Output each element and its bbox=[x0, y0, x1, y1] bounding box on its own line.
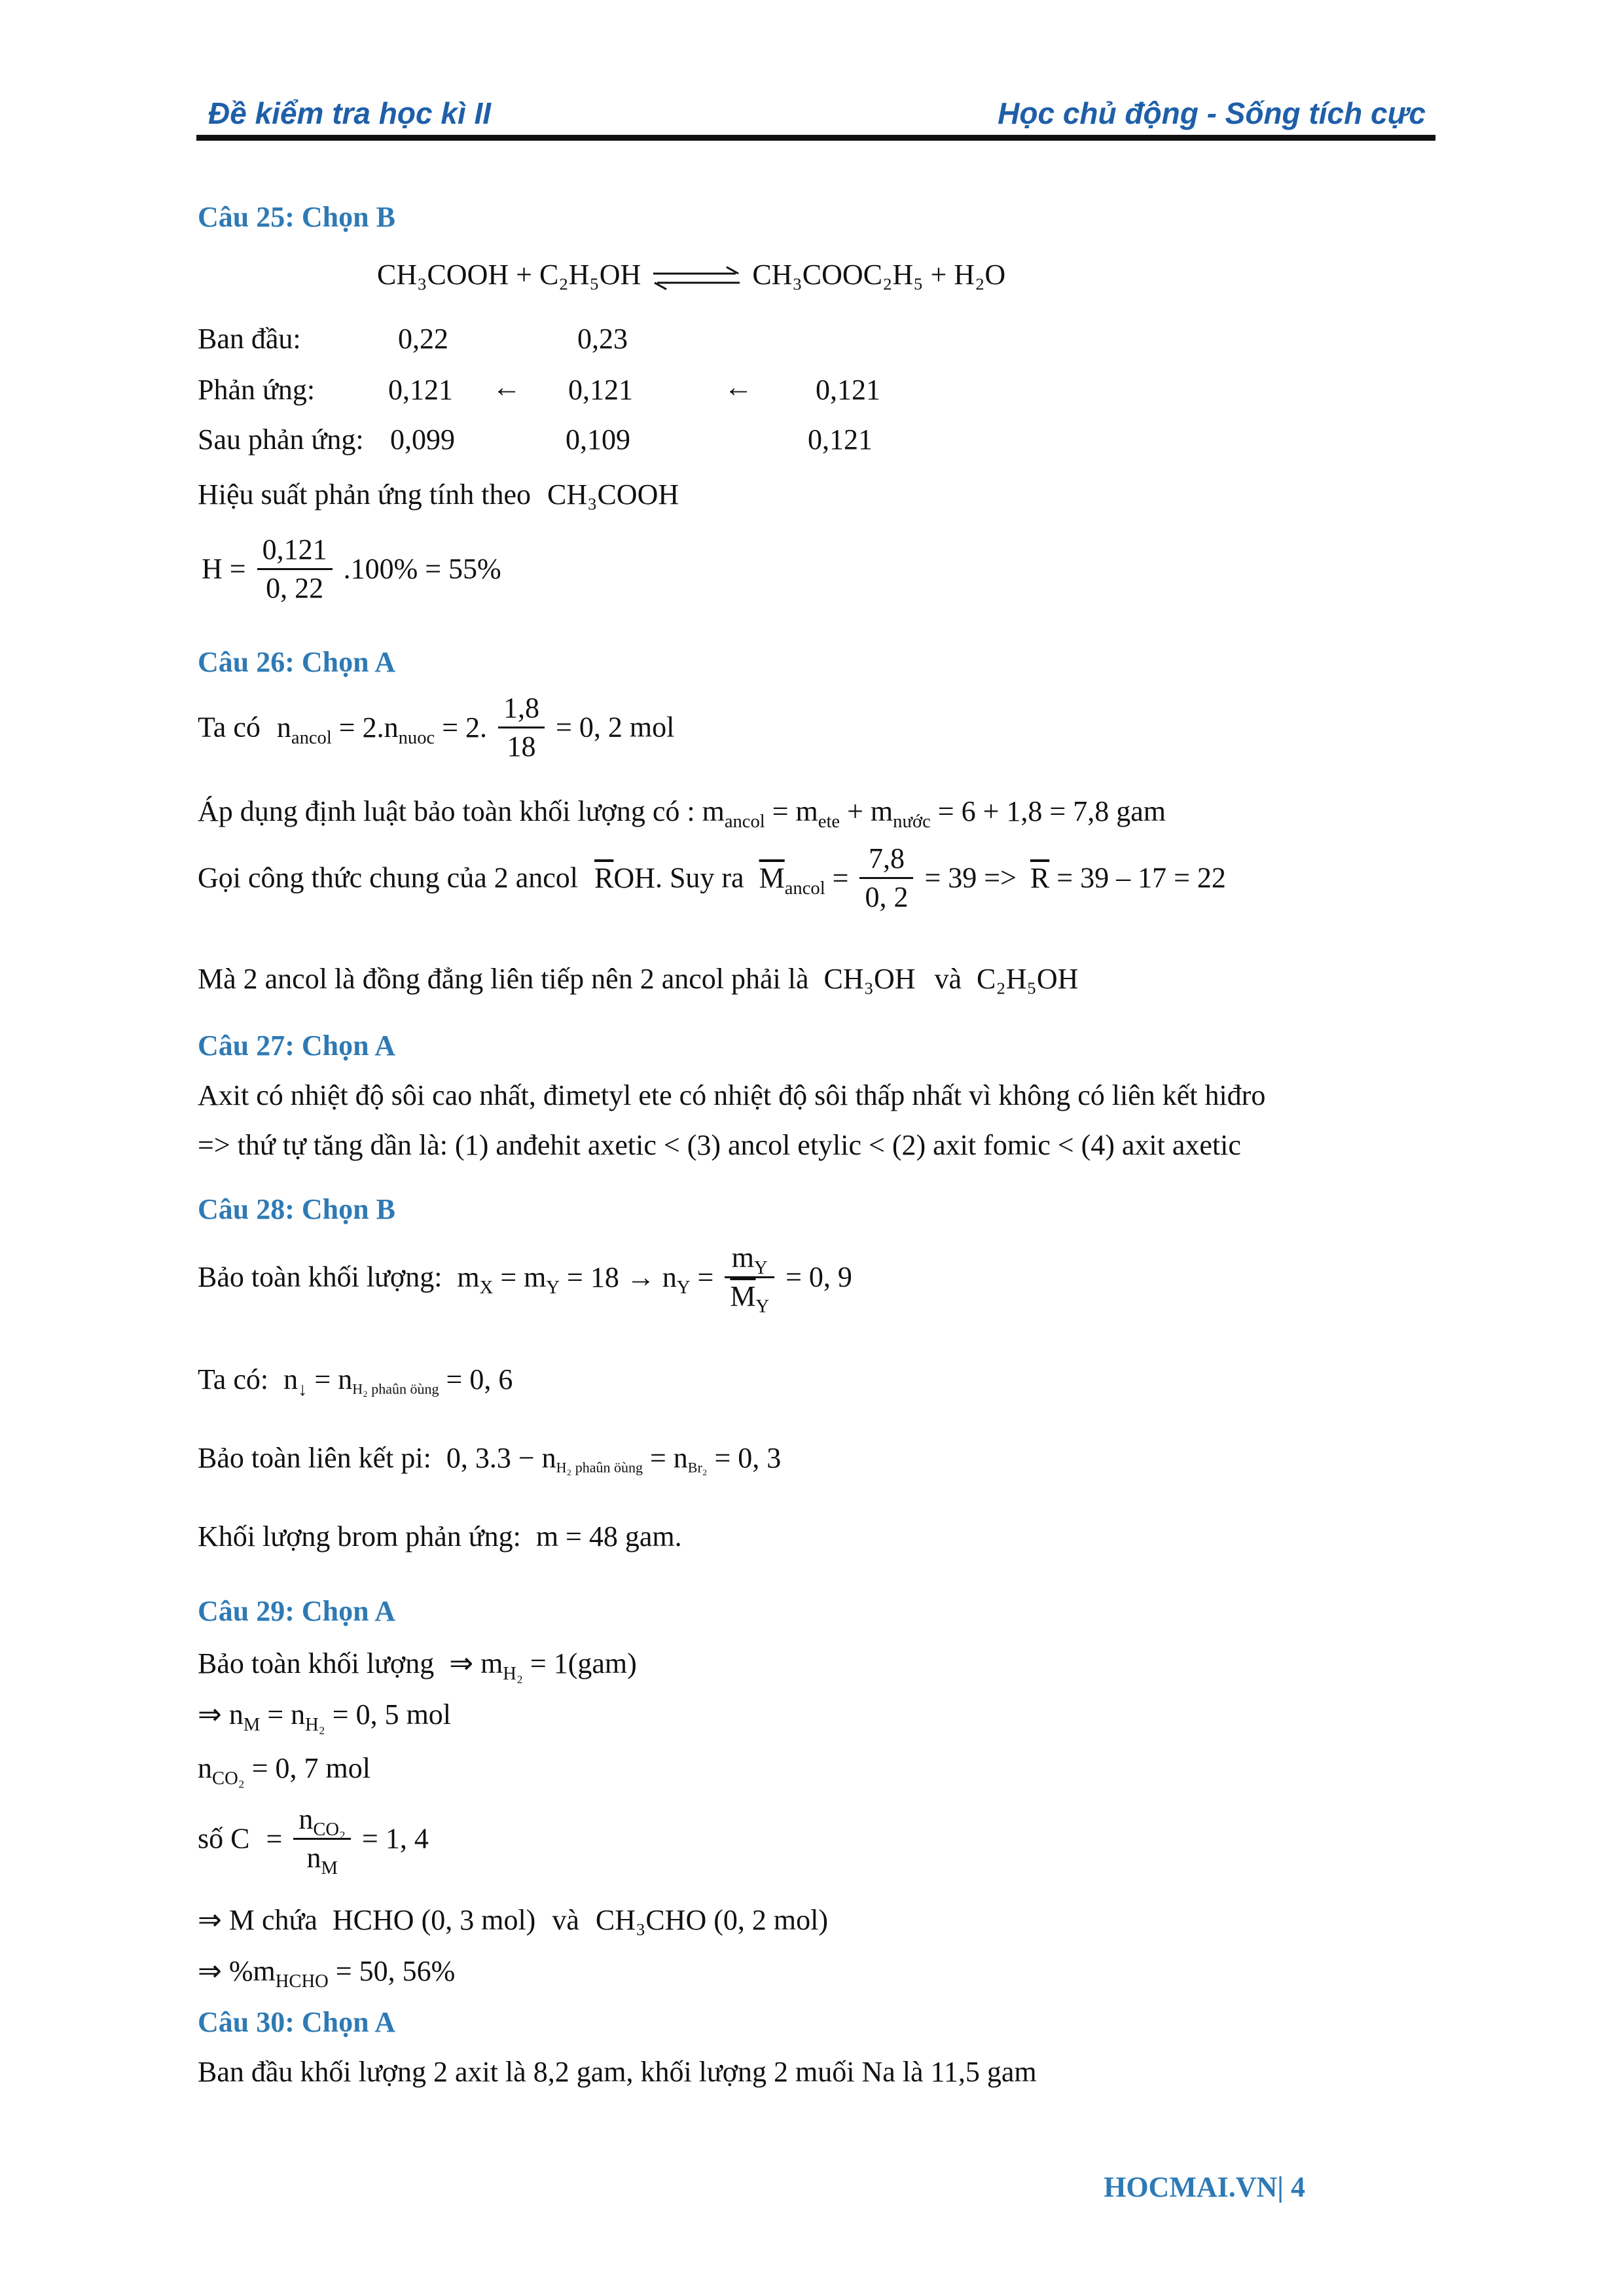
q25-yield-chem: CH₃COOH bbox=[547, 478, 679, 511]
q26-l3-num: 7,8 bbox=[859, 844, 913, 879]
q29-l5-d: CH₃CHO (0, 2 mol) bbox=[595, 1904, 828, 1936]
q28-l1-d: = 18 → n bbox=[560, 1261, 677, 1293]
q25-h-fraction bbox=[257, 535, 333, 603]
q25-row2-a: 0,121 bbox=[388, 374, 453, 406]
q25-equation bbox=[377, 260, 1005, 292]
q26-l1-c-sub: nuoc bbox=[398, 727, 435, 748]
q29-l4-dens: M bbox=[321, 1858, 338, 1878]
q25-row2-arrow2: ← bbox=[724, 371, 753, 403]
q29-l5-c: và bbox=[552, 1904, 579, 1936]
q26-l4-c: và bbox=[934, 963, 962, 995]
q25-h-num: 0,121 bbox=[257, 535, 333, 570]
q30-line1: Ban đầu khối lượng 2 axit là 8,2 gam, khối lượng 2 muối Na là 11,5 gam bbox=[198, 2056, 1037, 2088]
q28-l1-nums: Y bbox=[754, 1258, 768, 1278]
q25-h-formula bbox=[202, 535, 501, 603]
q29-l3-as: CO₂ bbox=[212, 1768, 245, 1789]
q27-line2: => thứ tự tăng dần là: (1) anđehit axetic < (3) ancol etylic < (2) axit fomic < (4) axit axetic bbox=[198, 1129, 1241, 1161]
q26-line4 bbox=[198, 965, 1078, 994]
q27-line1: Axit có nhiệt độ sôi cao nhất, đimetyl ete có nhiệt độ sôi thấp nhất vì không có liên kết hiđro bbox=[198, 1079, 1266, 1111]
q29-line2 bbox=[198, 1698, 452, 1735]
q25-row1-b: 0,23 bbox=[577, 323, 628, 355]
header-rule bbox=[196, 135, 1435, 141]
q26-l1-c: = 2.n bbox=[331, 711, 399, 744]
q26-l1-a: Ta có bbox=[198, 711, 261, 744]
q28-title: Câu 28: Chọn B bbox=[198, 1193, 395, 1225]
q28-line3 bbox=[198, 1442, 782, 1476]
q28-l1-e: = bbox=[690, 1261, 714, 1293]
q25-row3-label: Sau phản ứng: bbox=[198, 423, 364, 456]
q28-l1-num: m bbox=[731, 1242, 754, 1274]
q29-l4-b: = bbox=[266, 1822, 283, 1855]
q26-l2-s3: nước bbox=[893, 812, 931, 832]
q26-l1-d: = 2. bbox=[435, 711, 488, 744]
q26-l3-fraction bbox=[859, 844, 913, 912]
q26-l3-d: . Suy ra bbox=[655, 861, 744, 894]
q29-l6-b: = 50, 56% bbox=[328, 1955, 456, 1987]
q26-l3-f: = 39 – 17 = 22 bbox=[1056, 861, 1226, 894]
q28-line2 bbox=[198, 1363, 513, 1400]
q25-eq-left: CH₃COOH + C₂H₅OH bbox=[377, 259, 641, 291]
q26-l2-s2: ete bbox=[818, 812, 840, 832]
q29-title: Câu 29: Chọn A bbox=[198, 1595, 395, 1627]
q29-l1-c: = 1(gam) bbox=[522, 1647, 637, 1679]
q25-row2-b: 0,121 bbox=[568, 374, 633, 406]
q28-l3-cs: Br₂ bbox=[687, 1459, 708, 1476]
q29-l4-a: số C bbox=[198, 1822, 250, 1855]
q26-line2 bbox=[198, 795, 1166, 832]
q29-l4-num: n bbox=[298, 1803, 314, 1835]
q25-yield-line bbox=[198, 480, 679, 509]
q29-l6-as: HCHO bbox=[275, 1971, 329, 1992]
q26-l1-num: 1,8 bbox=[498, 694, 545, 728]
q25-row2-arrow1: ← bbox=[492, 371, 521, 403]
q28-l3-b: 0, 3.3 − n bbox=[446, 1442, 556, 1474]
q29-l2-b: = n bbox=[260, 1698, 306, 1731]
q28-line1 bbox=[198, 1242, 852, 1317]
q26-l2-a: Áp dụng định luật bảo toàn khối lượng có : m bbox=[198, 795, 725, 827]
q26-l3-den: 0, 2 bbox=[865, 881, 909, 913]
q28-l2-d: = 0, 6 bbox=[439, 1363, 513, 1395]
q30-title: Câu 30: Chọn A bbox=[198, 2006, 395, 2038]
q26-l1-b: n bbox=[276, 711, 291, 744]
q28-l2-c: = n bbox=[307, 1363, 353, 1395]
q28-l1-den: M bbox=[730, 1280, 756, 1312]
header-right: Học chủ động - Sống tích cực bbox=[998, 96, 1426, 130]
q28-l3-a: Bảo toàn liên kết pi: bbox=[198, 1442, 431, 1474]
q26-line1 bbox=[198, 694, 674, 761]
q25-h-den: 0, 22 bbox=[266, 572, 324, 604]
q26-l1-b-sub: ancol bbox=[291, 727, 332, 748]
q26-l3-mbar: M bbox=[759, 861, 785, 894]
q29-line4 bbox=[198, 1803, 429, 1878]
q26-title: Câu 26: Chọn A bbox=[198, 646, 395, 678]
equilibrium-arrow-icon bbox=[651, 263, 742, 292]
q29-l3-b: = 0, 7 mol bbox=[244, 1752, 370, 1784]
q28-l1-c: = m bbox=[493, 1261, 547, 1293]
q29-l4-nums: CO₂ bbox=[313, 1820, 346, 1840]
q28-l2-a: Ta có: bbox=[198, 1363, 269, 1395]
q29-l1-bs: H₂ bbox=[503, 1664, 523, 1684]
q29-l5-a: ⇒ M chứa bbox=[198, 1904, 317, 1936]
q28-l1-a: Bảo toàn khối lượng: bbox=[198, 1261, 442, 1293]
q25-row1-a: 0,22 bbox=[398, 323, 448, 355]
q26-l4-b: CH₃OH bbox=[823, 963, 916, 995]
q29-line3 bbox=[198, 1752, 370, 1789]
q26-l3-oh: OH bbox=[613, 861, 655, 894]
q28-l1-fraction bbox=[725, 1242, 774, 1317]
q26-l3-msub: ancol bbox=[784, 878, 825, 899]
q25-title: Câu 25: Chọn B bbox=[198, 201, 395, 233]
q28-l1-b: m bbox=[457, 1261, 480, 1293]
q29-l5-b: HCHO (0, 3 mol) bbox=[332, 1904, 536, 1936]
q29-l4-fraction bbox=[293, 1803, 351, 1878]
q29-l2-c: = 0, 5 mol bbox=[325, 1698, 452, 1731]
q26-l2-b: = m bbox=[765, 795, 818, 827]
q28-l1-bs: X bbox=[479, 1277, 494, 1298]
q28-line4 bbox=[198, 1522, 682, 1551]
q25-row3-a: 0,099 bbox=[390, 423, 455, 456]
q27-title: Câu 27: Chọn A bbox=[198, 1030, 395, 1062]
q28-l1-cs: Y bbox=[546, 1277, 560, 1298]
q25-yield-text: Hiệu suất phản ứng tính theo bbox=[198, 478, 531, 511]
q29-l6-a: ⇒ %m bbox=[198, 1955, 276, 1987]
q25-row3-b: 0,109 bbox=[566, 423, 630, 456]
q26-l2-d: = 6 + 1,8 = 7,8 gam bbox=[930, 795, 1166, 827]
q28-l3-d: = 0, 3 bbox=[707, 1442, 782, 1474]
q29-l1-a: Bảo toàn khối lượng bbox=[198, 1647, 435, 1679]
q26-l3-rbar2: R bbox=[1030, 861, 1050, 894]
q26-l3-a: Gọi công thức chung của 2 ancol bbox=[198, 861, 579, 894]
q25-h-lhs: H = bbox=[202, 552, 246, 585]
q29-l2-bs: H₂ bbox=[305, 1715, 325, 1735]
q28-l3-c: = n bbox=[642, 1442, 688, 1474]
q29-l1-b: ⇒ m bbox=[449, 1647, 503, 1679]
q26-l1-fraction bbox=[498, 694, 545, 761]
q26-line3: Gọi công thức chung của 2 ancol ROH. Suy ra $M_{ancol}$ = $\frac{7,8}{0, 2}$ = 39 => R = 39 – 17 = 22 bbox=[198, 842, 1226, 913]
q29-l2-a: ⇒ n bbox=[198, 1698, 244, 1731]
q25-row1-label: Ban đầu: bbox=[198, 323, 301, 355]
q29-l4-den: n bbox=[306, 1842, 321, 1874]
q29-line5 bbox=[198, 1906, 828, 1935]
q25-eq-right: CH₃COOC₂H₅ + H₂O bbox=[752, 259, 1006, 291]
q26-l3-e: = 39 => bbox=[924, 861, 1017, 894]
q28-l1-dens: Y bbox=[755, 1297, 770, 1317]
q29-l3-a: n bbox=[198, 1752, 212, 1784]
q26-l1-e: = 0, 2 mol bbox=[556, 711, 675, 744]
q28-l4-b: m = 48 gam. bbox=[535, 1520, 682, 1552]
q28-l2-b: n bbox=[283, 1363, 298, 1395]
header-left: Đề kiểm tra học kì II bbox=[208, 96, 492, 130]
q28-l3-bs: H₂ phaûn öùng bbox=[556, 1459, 643, 1476]
footer-page: HOCMAI.VN| 4 bbox=[1104, 2171, 1305, 2203]
q26-l3-rbar: R bbox=[594, 861, 614, 894]
q28-l2-cs: H₂ phaûn öùng bbox=[352, 1380, 439, 1397]
q29-l2-as: M bbox=[243, 1715, 261, 1735]
q26-l2-c: + m bbox=[840, 795, 893, 827]
q29-line1 bbox=[198, 1647, 637, 1684]
q26-l2-s1: ancol bbox=[724, 812, 765, 832]
q29-l4-c: = 1, 4 bbox=[362, 1822, 429, 1855]
q28-l1-f: = 0, 9 bbox=[785, 1261, 852, 1293]
q26-l1-den: 18 bbox=[507, 730, 536, 762]
q25-row2-c: 0,121 bbox=[816, 374, 880, 406]
q26-l4-a: Mà 2 ancol là đồng đẳng liên tiếp nên 2 ancol phải là bbox=[198, 963, 809, 995]
q25-row3-c: 0,121 bbox=[808, 423, 873, 456]
q25-row2-label: Phản ứng: bbox=[198, 374, 316, 406]
q25-h-rhs: .100% = 55% bbox=[343, 552, 501, 585]
q28-l1-ds: Y bbox=[676, 1277, 691, 1298]
q26-l4-d: C₂H₅OH bbox=[977, 963, 1079, 995]
q29-line6 bbox=[198, 1955, 456, 1992]
q28-l4-a: Khối lượng brom phản ứng: bbox=[198, 1520, 521, 1552]
q28-l2-bs: ↓ bbox=[298, 1380, 308, 1400]
